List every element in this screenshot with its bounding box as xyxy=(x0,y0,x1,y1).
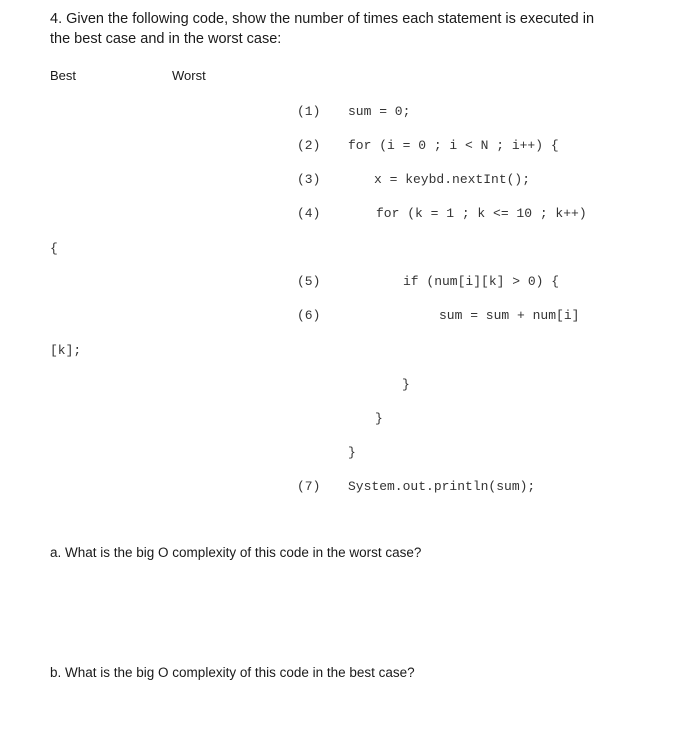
best-column-header: Best xyxy=(50,68,77,83)
code-line-7: System.out.println(sum); xyxy=(348,479,536,494)
worst-column-header: Worst xyxy=(172,68,206,83)
subquestion-a: a. What is the big O complexity of this code in the worst case? xyxy=(50,545,422,560)
stray-open-brace: { xyxy=(50,241,58,256)
subquestion-b: b. What is the big O complexity of this code in the best case? xyxy=(50,665,415,680)
stray-k-index: [k]; xyxy=(50,343,82,358)
close-brace-inner-for: } xyxy=(375,411,383,426)
line-number-6: (6) xyxy=(297,308,321,323)
close-brace-if: } xyxy=(402,377,410,392)
line-number-5: (5) xyxy=(297,274,321,289)
code-line-2: for (i = 0 ; i < N ; i++) { xyxy=(348,138,559,153)
code-line-5: if (num[i][k] > 0) { xyxy=(403,274,560,289)
line-number-3: (3) xyxy=(297,172,321,187)
line-number-1: (1) xyxy=(297,104,321,119)
code-line-6: sum = sum + num[i] xyxy=(439,308,580,323)
code-line-4: for (k = 1 ; k <= 10 ; k++) xyxy=(376,206,587,221)
line-number-2: (2) xyxy=(297,138,321,153)
code-line-1: sum = 0; xyxy=(348,104,411,119)
question-line-1: 4. Given the following code, show the number of times each statement is executed in xyxy=(50,11,595,27)
close-brace-outer-for: } xyxy=(348,445,356,460)
line-number-7: (7) xyxy=(297,479,321,494)
line-number-4: (4) xyxy=(297,206,321,221)
question-line-2: the best case and in the worst case: xyxy=(50,31,282,47)
code-line-3: x = keybd.nextInt(); xyxy=(374,172,531,187)
